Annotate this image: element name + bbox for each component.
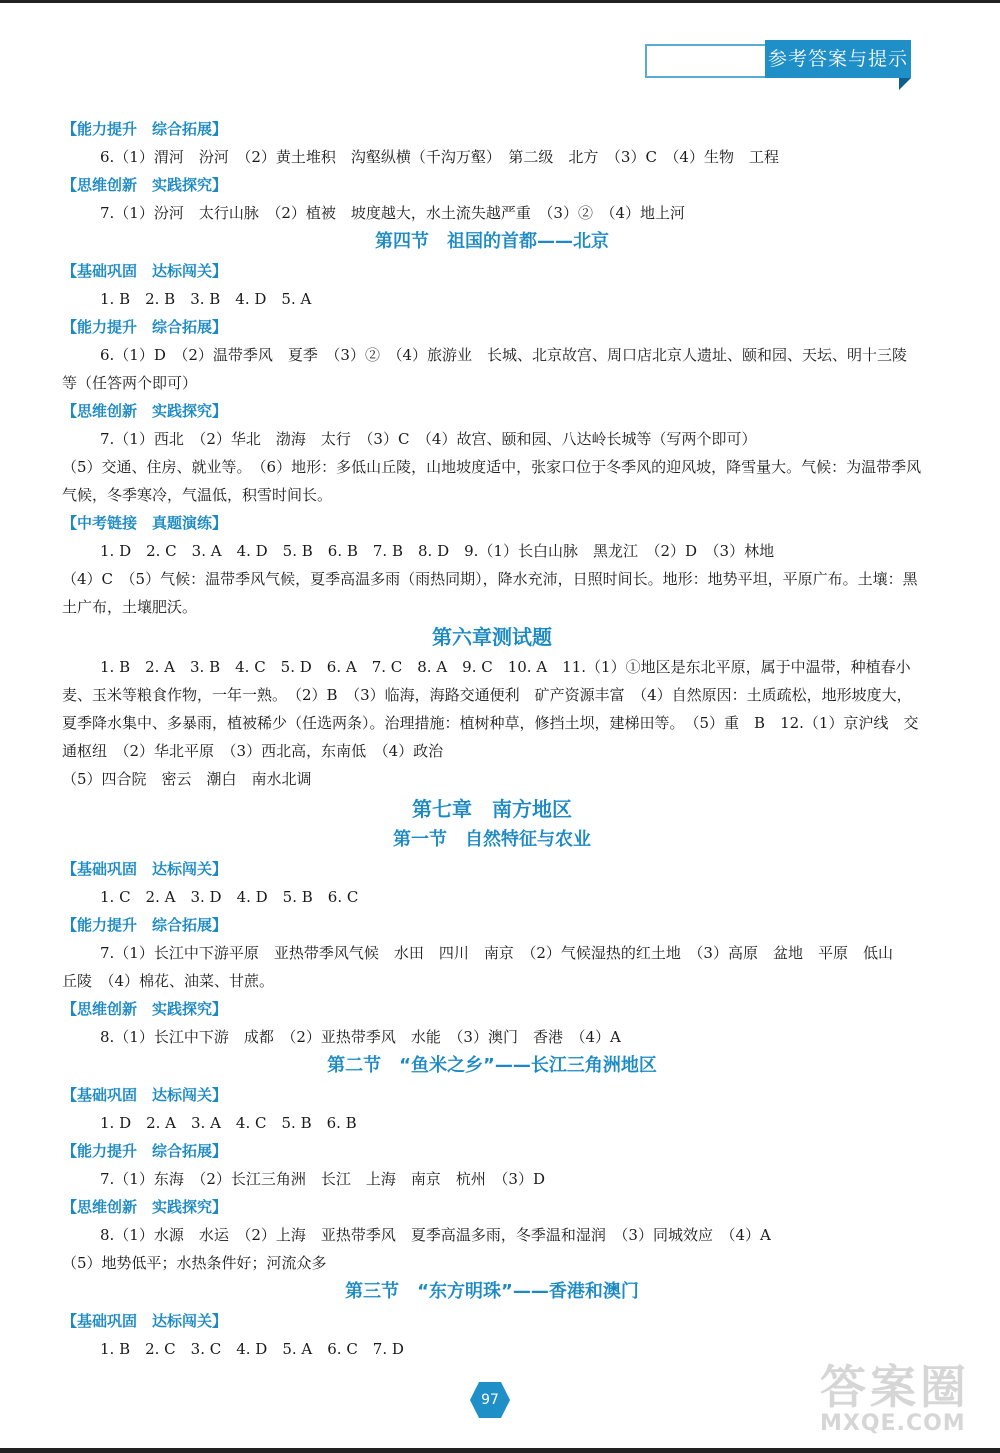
section-tag: 【能力提升 综合拓展】: [62, 1142, 228, 1160]
page-number-badge: [469, 1381, 511, 1419]
section-tag: 【基础巩固 达标闯关】: [62, 1312, 228, 1330]
watermark-logo-text: 答案圈: [820, 1360, 970, 1414]
watermark: [820, 1362, 990, 1442]
answer-line: （5）交通、住房、就业等。 （6）地形：多低山丘陵，山地坡度适中，张家口位于冬季风的迎风坡，降雪量大。气候：为温带季风气候，冬季寒冷，气温低，积雪时间长。: [62, 458, 922, 504]
section-heading: 第三节 “东方明珠”——香港和澳门: [345, 1281, 639, 1302]
section-tag: 【基础巩固 达标闯关】: [62, 860, 228, 878]
section-tag: 【中考链接 真题演练】: [62, 514, 228, 532]
answer-line: 1. B 2. B 3. B 4. D 5. A: [100, 290, 312, 308]
section-tag: 【基础巩固 达标闯关】: [62, 262, 228, 280]
answer-line: 1. B 2. A 3. B 4. C 5. D 6. A 7. C 8. A 9. C 10. A 11.（1）①地区是东北平原，属于中温带，种植春小麦、玉米等粮食作物，一年一熟。 （2）B （3）临海，海路交通便利 矿产资源丰富 （4）自然原因：土质疏松，地形坡度大，夏季降水集中、多暴雨，植被稀少（任选两条）。治理措施：植树种草，修挡土坝，建梯田等。 （5）重 B 12.（1）京沪线 交通枢纽 （2）华北平原 （3）西北高，东南低 （4）政治: [62, 658, 919, 760]
section-tag: 【能力提升 综合拓展】: [62, 318, 228, 336]
answer-line: 8.（1）水源 水运 （2）上海 亚热带季风 夏季高温多雨，冬季温和湿润 （3）同城效应 （4）A: [100, 1226, 771, 1244]
answer-line: 7.（1）汾河 太行山脉 （2）植被 坡度越大，水土流失越严重 （3）② （4）地上河: [100, 204, 685, 222]
section-tag: 【能力提升 综合拓展】: [62, 916, 228, 934]
top-border: [0, 0, 1000, 3]
answer-content: [62, 115, 922, 1363]
section-tag: 【思维创新 实践探究】: [62, 176, 228, 194]
section-heading: 第四节 祖国的首都——北京: [375, 231, 609, 252]
page-number: 97: [481, 1392, 499, 1408]
answer-line: （4）C （5）气候：温带季风气候，夏季高温多雨（雨热同期），降水充沛，日照时间长。地形：地势平坦，平原广布。土壤：黑土广布，土壤肥沃。: [62, 570, 918, 616]
watermark-url: MXQE.COM: [820, 1411, 966, 1436]
section-tag: 【能力提升 综合拓展】: [62, 120, 228, 138]
answer-line: 1. B 2. C 3. C 4. D 5. A 6. C 7. D: [100, 1340, 404, 1358]
bottom-border: [0, 1448, 1000, 1453]
answer-line: （5）四合院 密云 潮白 南水北调: [62, 770, 312, 788]
answer-line: 6.（1）D （2）温带季风 夏季 （3）② （4）旅游业 长城、北京故宫、周口店北京人遗址、颐和园、天坛、明十三陵等（任答两个即可）: [62, 346, 908, 392]
header-fold-corner: [899, 78, 911, 90]
section-tag: 【思维创新 实践探究】: [62, 1198, 228, 1216]
answer-line: 7.（1）东海 （2）长江三角洲 长江 上海 南京 杭州 （3）D: [100, 1170, 545, 1188]
section-tag: 【思维创新 实践探究】: [62, 1000, 228, 1018]
header-title: 参考答案与提示: [765, 40, 911, 78]
header-blank-box: [645, 44, 765, 78]
section-tag: 【思维创新 实践探究】: [62, 402, 228, 420]
answer-line: 6.（1）渭河 汾河 （2）黄土堆积 沟壑纵横（千沟万壑） 第二级 北方 （3）C （4）生物 工程: [100, 148, 779, 166]
section-tag: 【基础巩固 达标闯关】: [62, 1086, 228, 1104]
section-heading: 第一节 自然特征与农业: [393, 829, 591, 850]
answer-line: 7.（1）西北 （2）华北 渤海 太行 （3）C （4）故宫、颐和园、八达岭长城等（写两个即可）: [100, 430, 757, 448]
answer-line: 1. D 2. A 3. A 4. C 5. B 6. B: [100, 1114, 357, 1132]
answer-line: 1. D 2. C 3. A 4. D 5. B 6. B 7. B 8. D 9.（1）长白山脉 黑龙江 （2）D （3）林地: [100, 542, 775, 560]
section-heading: 第七章 南方地区: [412, 797, 572, 821]
header-section-tab: [645, 40, 913, 80]
answer-line: 7.（1）长江中下游平原 亚热带季风气候 水田 四川 南京 （2）气候湿热的红土地 （3）高原 盆地 平原 低山 丘陵 （4）棉花、油菜、甘蔗。: [62, 944, 908, 990]
section-heading: 第二节 “鱼米之乡”——长江三角洲地区: [327, 1055, 657, 1076]
answer-line: 1. C 2. A 3. D 4. D 5. B 6. C: [100, 888, 359, 906]
section-heading: 第六章测试题: [432, 625, 552, 649]
answer-line: （5）地势低平；水热条件好；河流众多: [62, 1254, 327, 1272]
answer-line: 8.（1）长江中下游 成都 （2）亚热带季风 水能 （3）澳门 香港 （4）A: [100, 1028, 621, 1046]
